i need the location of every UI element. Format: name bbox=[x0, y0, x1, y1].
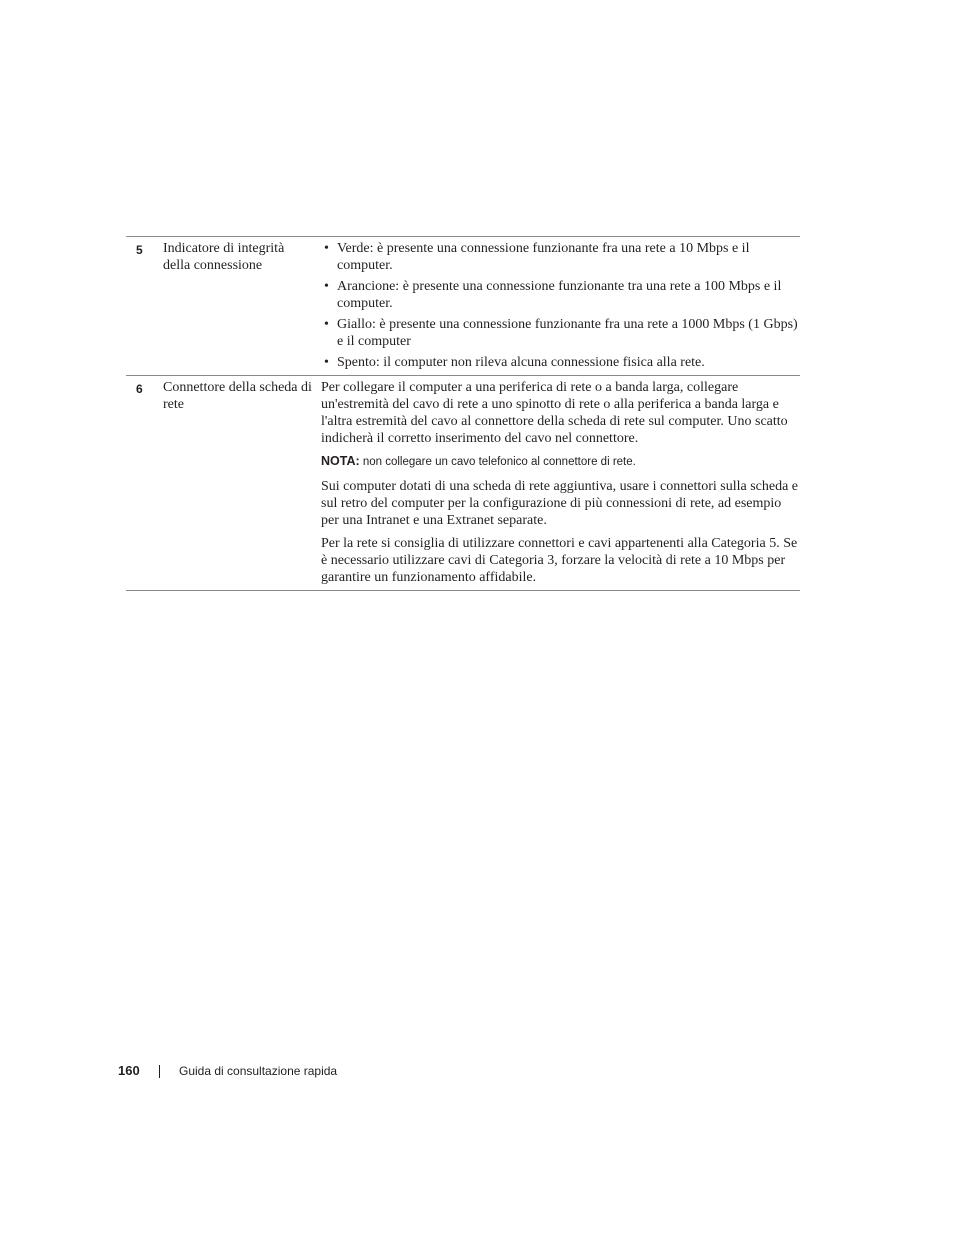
bullet-list bbox=[321, 240, 799, 371]
item-name: Connettore della scheda di rete bbox=[163, 380, 312, 412]
note-text: non collegare un cavo telefonico al connettore di rete. bbox=[359, 456, 636, 468]
description-paragraph: Per la rete si consiglia di utilizzare connettori e cavi appartenenti alla Categoria 5. Se è necessario utilizzare cavi di Categoria 3, forzare la velocità di rete a 10 Mbps per garantire un funzionamento affidabile. bbox=[321, 536, 798, 585]
list-item bbox=[321, 240, 799, 274]
list-item-text: Giallo: è presente una connessione funzionante fra una rete a 1000 Mbps (1 Gbps) e il computer bbox=[337, 317, 798, 349]
item-name: Indicatore di integrità della connessione bbox=[163, 241, 285, 273]
note-label: NOTA: bbox=[321, 454, 360, 468]
row-number: 5 bbox=[136, 243, 143, 257]
bullet-icon: • bbox=[324, 279, 329, 294]
footer-separator bbox=[159, 1065, 160, 1078]
list-item-text: Spento: il computer non rileva alcuna connessione fisica alla rete. bbox=[337, 355, 705, 370]
row-number: 6 bbox=[136, 382, 143, 396]
list-item bbox=[321, 354, 799, 371]
table-row bbox=[126, 376, 800, 591]
list-item-text: Verde: è presente una connessione funzionante fra una rete a 10 Mbps e il computer. bbox=[337, 241, 750, 273]
page-number: 160 bbox=[118, 1063, 140, 1078]
bullet-icon: • bbox=[324, 317, 329, 332]
connector-table bbox=[126, 236, 800, 591]
bullet-icon: • bbox=[324, 241, 329, 256]
item-description bbox=[321, 376, 799, 590]
list-item-text: Arancione: è presente una connessione funzionante tra una rete a 100 Mbps e il computer. bbox=[337, 279, 782, 311]
bullet-icon: • bbox=[324, 355, 329, 370]
table-row bbox=[126, 237, 800, 376]
description-paragraph: Per collegare il computer a una periferica di rete o a banda larga, collegare un'estremità del cavo di rete a uno spinotto di rete o alla periferica a banda larga e l'altra estremità del cavo al connettore della scheda di rete sul computer. Uno scatto indicherà il corretto inserimento del cavo nel connettore. bbox=[321, 380, 788, 446]
item-description bbox=[321, 237, 799, 375]
document-title: Guida di consultazione rapida bbox=[179, 1064, 338, 1078]
note bbox=[321, 453, 799, 471]
description-paragraph: Sui computer dotati di una scheda di rete aggiuntiva, usare i connettori sulla scheda e sul retro del computer per la configurazione di più connessioni di rete, ad esempio per una Intranet e una Extranet separate. bbox=[321, 479, 799, 528]
list-item bbox=[321, 278, 799, 312]
list-item bbox=[321, 316, 799, 350]
